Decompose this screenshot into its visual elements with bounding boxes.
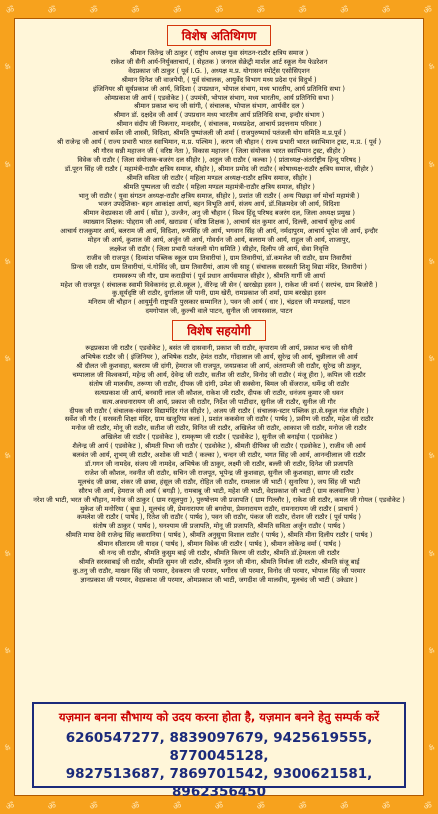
guest-line: श्रीमान दिनेश जी वाजपेयी, ( पूर्व संचालक, आयुर्वेद विभाग मध्य प्रदेश एवं विदुर्भ ) [121,75,317,84]
om-icon: ॐ [298,5,307,16]
om-icon: ॐ [426,160,435,168]
om-icon: ॐ [256,801,265,812]
bottom-border-pattern [0,796,438,814]
left-border-pattern [0,18,14,796]
om-icon: ॐ [340,801,349,812]
phone-numbers-line-1: 6260547277, 8839097679, 9425619555, 8770045128, [65,730,373,764]
supporter-line: श्रीमति माया देवी राजेन्द्र सिंह कसरानिया ( पार्षद ), श्रीमति अनुसुया विशाल राठौर ( पार्षद ), श्रीमति मीना दिलीप राठौर ( पार्षद ) [65,531,373,540]
contact-phones [34,729,404,801]
om-icon: ॐ [298,801,307,812]
guest-line: श्रीमान संदीप जी पिकनार, मन्दसौर, ( संचालक, मध्यप्रदेश, आचार्य प्रदत्तनाम परिवार ) [116,120,322,129]
guest-line: श्रीमति पुष्पलता जी राठौर ( महिला मण्डल महामंत्री-राठौर क्षत्रिय समाज, सीहोर ) [123,182,315,191]
supporter-line: सत्य.अवधनारायण जी आर्य, प्रकाश जी राठौर, निर्देश जी पाटीदार, सुनील जी राठौर, सुनील जी गौर [102,397,336,406]
supporter-line: नरेश जी भाटी, भरत जी चौहान, मनोज जी ठाकुर ( ग्राम रसूलपुरा ), पुरुषोत्तम जी प्रजापति ( ग्राम गिल्लौर ), राकेश जी राठौर, कमल जी गोयल ( एडवोकेट ) [33,495,405,504]
guest-line: श्री राजेन्द्र जी आर्य ( राज्य प्रभारी भारत स्वाभिमान, म.प्र. पश्चिम ), करण जी चौहान ( राज्य प्रभारी भारत स्वाभिमान ट्रस्ट, म.प्र. ( पूर्व ) [56,138,382,147]
supporter-line: ज्ञानप्रकाश जी परमार, वेदप्रकाश जी परमार, ओमप्रकाश जी भाटी, जगदीश जी मालवीय, मूलचंद जी भाटी ( उकेडार ) [80,575,358,584]
om-icon: ॐ [173,801,182,812]
guest-line: भजन उपदेशिका- बहन आकांक्षा आर्या, बहन विभूति आर्य, संजय आर्य, डॉ.विक्रमदेव जी आर्य, विदिशा [98,200,340,209]
guest-line: कु.सूर्यदृष्टि जी राठौर, दुर्गालाल जी पानी, ग्राम खेरी, रामप्रकाश जी शर्मा, ग्राम बरखेड़ा हसन [112,289,326,298]
guest-line: ओमप्रकाश जी आर्य ( एडवोकेट ) ( उपमंत्री, भोपाल संभाग, मध्य भारतीय, आर्य प्रतिनिधि सभा ) [104,93,334,102]
supporter-line: सर्वेश जी गौर ( सरस्वती शिक्षा मंदिर, ग्राम खजूरिया कलां ), प्रशांत ककसेना जी राठौर ( पार्षद ), प्रवीण जी राठौर, महेश जी राठौर [64,415,374,424]
supporter-line: कु.तनु जी राठौर, माखन सिंह जी परमार, देवकरण जी परमार, भगीरथ जी परमार, विनोद जी परमार, भोपाल सिंह जी परमार [72,566,366,575]
supporter-line: श्रीमति सरस्वाबाई जी राठौर, श्रीमति सुमन जी राठौर, श्रीमति नूतन जी मीना, श्रीमति निर्मला जी राठौर, श्रीमति संजू बाई [78,557,360,566]
guest-line: प्रिन्स जी राठौर, ग्राम तिवारीयां, पं.गोविंद जी, ग्राम तिवारीयां, आत्म जी साहू ( संचालक सरस्वती शिशु विद्या मंदिर, तिवारीयां ) [71,262,367,271]
om-icon: ॐ [131,801,140,812]
guest-line: राकेश जी सैनी आर्य-निर्युक्ताचार्य, ( सेहतक ) जनरल सेक्रेट्री मार्शल आर्ट स्कूल गेम फेडरेशन [110,57,328,66]
special-supporters-heading-wrap [21,320,417,341]
om-icon: ॐ [426,257,435,265]
supporter-line: सत्यप्रकाश जी आर्य, बनवारी लाल जी कौशल, राकेश जी राठौर, दीपक जी राठौर, धनंजय कुमार जी धवन [94,388,344,397]
guest-line: आचार्य राजकुमार आर्य, बलराम जी आर्य, विदिशा, रूपसिंह जी आर्य, भगवान सिंह जी आर्य, नर्मदापुरम, आचार्य भूपेश जी आर्य, इन्दौर [60,227,378,236]
guest-line: श्रीमान जितेन्द्र जी ठाकुर ( राष्ट्रीय अध्यक्ष युवा संगठन-राठौर क्षत्रिय समाज ) [129,49,309,57]
om-icon: ॐ [173,5,182,16]
supporter-line: श्रीमान सीताराम जी यादव ( पार्षद ), श्रीमान विवेक जी राठौर ( पार्षद ), श्रीमान लोकेन्द्र वर्मा ( पार्षद ) [97,540,341,549]
guest-line: इंजिनियर श्री सूर्यप्रकाश जी आर्य, विदिशा ( उपप्रधान, भोपाल संभाग, मध्य भारतीय, आर्य प्रतिनिधि सभा ) [93,84,345,93]
om-icon: ॐ [2,452,11,459]
supporter-line: अभिषेक राठौर जी ( इंजिनियर ), अभिषेक राठौर, हेमंत राठौर, गोंदालाल जी आर्य, सुरेन्द्र जी आर्य, चुन्नीलाल जी आर्य [80,353,358,362]
om-icon: ॐ [426,549,435,557]
guest-line: आचार्य सर्वेश जी शास्त्री, विदिशा, श्रीमति पुष्पांजली जी शर्मा ( राजपुरुष्यार्थ पतंजली योग समिति म.प्र.पूर्व ) [92,129,346,138]
om-icon: ॐ [2,355,11,362]
guest-line: विवेक जी राठौर ( जिला संयोजक-बजरंग दल सीहोर ), अतुल जी राठौर ( कल्का ) ( प्रांताध्यक्ष-अंतर्राष्ट्रीय हिन्दू परिषद ) [77,155,361,164]
om-icon: ॐ [89,801,98,812]
om-icon: ॐ [2,63,11,70]
supporter-line: मुकेश जी मनोरिया ( बुधा ), मूलचंद जी, प्रेमनारायण जी बगरोया, प्रेमनारायण राठौर, रामनारायण जी राठौर ( प्राचार्य ) [80,504,358,513]
om-icon: ॐ [214,5,224,16]
guest-line: लक्ष्केश जी राठौर ( जिला प्रभारी पतंजली योग समिति ) सीहोर, दिलीप जी आर्य, सेवा निवृत्ति [109,244,329,253]
guest-line: मोहन जी आर्य, कुशाल जी आर्य, अर्जुन जी आर्य, गोवर्धन जी आर्य, बलराम जी आर्य, राहुल जी आर्य, शाजापुर, [87,236,351,245]
guest-line: श्रीमान वेदप्रकाश जी आर्य ( सोंडा ), उज्जैन, अनु जी चौहान ( विश्व हिंदू परिषद बजरंग दल, जिला अध्यक्ष प्रमुख ) [83,209,355,218]
top-border-pattern [0,0,438,18]
om-icon: ॐ [2,160,11,168]
supporter-line: रूद्रप्रकाश जी राठौर ( एडवोकेट ), बसंत जी दासवानी, प्रकाश जी राठौर, कृपाराम जी आर्य, प्रकाश चन्द जी सोनी [85,344,353,353]
om-icon: ॐ [2,257,11,265]
supporter-line: राजेश जी कौशल, नवनीत जी राठौर, सचिन जी राजपूत, भूपेन्द्र जी कुशवाहा, सुनील जी कुशवाहा, सागर जी राठौर [84,468,354,477]
special-supporters-heading: विशेष सहयोगी [172,320,265,341]
om-icon: ॐ [2,646,11,654]
supporter-line: दीपक जी राठौर ( संचालक-संस्कार विद्यामंदिर गंज सीहोर ), अजय जी राठौर ( संचालक-स्टार पब्लिक हा.से.स्कूल गंज सीहोर ) [69,406,369,415]
om-icon: ॐ [426,646,435,654]
guest-line: वेदप्रकाश जी ठाकुर ( पूर्व I.G. ), अध्यक्ष म.प्र. योगासन स्पोर्ट्स एसोसिएशन [128,66,310,75]
special-guests-heading: विशेष अतिथिगण [167,25,271,46]
om-icon: ॐ [423,801,432,812]
supporter-line: चम्पालाल जी विश्वकर्मा, महेन्द्र जी आर्य, देवेन्द्र जी राठौर, सतीश जी राठौर, विनोद जी राठौर ( मंजू हीरा ), कपिल जी राठौर [72,370,366,379]
supporter-line: श्री नन्द जी राठौर, श्रीमति कुसुम बाई जी राठौर, श्रीमति किरण जी राठौर, श्रीमति डॉ.हेमलता जी राठौर [98,549,340,558]
om-icon: ॐ [381,5,391,16]
guest-line: श्रीमति सविता जी राठौर ( महिला मण्डल अध्यक्ष-राठौर क्षत्रिय समाज, सीहोर ) [126,173,312,182]
om-icon: ॐ [381,801,391,812]
supporter-line: शैलेन्द्र जी आर्य ( एडवोकेट ), श्रीमती विभा जी राठौर ( एडवोकेट ), श्रीमती दीपिका जी राठौर ( एडवोकेट ), राजीव जी आर्य [72,442,366,451]
guest-line: श्री गौरव सन्नी महाजन जी ( वरिष्ठ नेता ), विकास महाजन ( जिला संयोजक भारत स्वाभिमान ट्रस्ट, सीहोर ) [92,146,346,155]
supporter-line: कमलेश जी राठौर ( पार्षद ), रितेश जी राठौर ( पार्षद ), पवन जी राठौर, पंकज जी राठौर, रोशन जी राठौर ( पूर्व पार्षद ) [77,513,361,522]
om-icon: ॐ [6,801,15,812]
om-icon: ॐ [426,63,435,70]
guest-line: श्रीमान प्रकाश चन्द जी सांगी, ( संचालक, भोपाल संभाग, आर्यवीर दल ) [133,102,305,111]
om-icon: ॐ [6,5,15,16]
guest-line: राजीव जी राजपूत ( दिव्यांश पब्लिक स्कूल ग्राम तिवारीयां ), ग्राम तिवारीयां, डॉ.कमलेश जी राठौर, ग्राम तिवारीयां [86,253,352,262]
om-icon: ॐ [426,744,435,751]
om-icon: ॐ [423,5,432,16]
guest-line: श्रीमान डॉ. दक्षदेव जी आर्य ( उपप्रधान मध्य भारतीय आर्य प्रतिनिधि सभा, इन्दौर संभाग ) [113,111,325,120]
om-icon: ॐ [131,5,140,16]
om-icon: ॐ [2,744,11,751]
contact-box [32,702,406,800]
guest-line: व्याख्यान शिक्षक: पोद्दराम जी आर्य, खराडवा ( वरिष्ठ शिक्षक ), आचार्य संत कुमार आर्य, दिल्ली, आचार्य सुरेन्द्र आर्य [83,218,355,227]
guest-line: दमगोपाल जी, कुल्ची वाले पाटन, सुनील जी जायसवाल, पाटन [145,307,293,316]
supporter-line: बलवंत जी आर्य, शुभम् जी राठौर, अशोक जी भाटी ( कल्का ), चन्दन जी राठौर, भगत सिंह जी आर्य, आनन्दीलाल जी राठौर [72,451,366,460]
guest-line: महेश जी राजपूत ( संचालक स्वामी विवेकानंद हा.से.स्कूल ), वीरेन्द्र जी सेन ( खरखेड़ा हसन ), राकेश जी वर्मा ( सरपंच, ग्राम बिजोरी ) [60,280,378,289]
supporter-line: डॉ.गगन जी नामदेव, संजय जी नामदेव, अभिषेक जी ठाकुर, लक्ष्मी जी राठौर, बल्ली जी राठौर, दिनेश जी प्रजापति [85,459,353,468]
supporter-line: सौरभ जी आर्य, हेमराज जी आर्य ( बगड़ी ), रामबाबू जी भाटी, महेश जी भाटी, वेदप्रकाश जी भाटी ( ग्राम कलवानिया ) [78,486,360,495]
om-icon: ॐ [426,355,435,362]
supporter-line: मनोज जी राठौर, मोनू जी राठौर, सतीश जी राठौर, विनित जी राठौर, अखिलेश जी राठौर, आकाश जी राठौर, मनोज जी राठौर [71,424,367,433]
guest-line: डॉ.पूरन सिंह जी राठौर ( महामंत्री-राठौर क्षत्रिय समाज, सीहोर ), श्रीमान प्रमोद जी राठौर ( कोषाध्यक्ष-राठौर क्षत्रिय समाज, सीहोर ) [64,164,374,173]
supporter-line: श्री दौलत जी कुशवाहा, बलराम जी दांगी, हेमराज जी राजपूत, जयप्रकाश जी आर्य, अंतराम्जी जी राठौर, सुरेन्द्र जी ठाकुर, [76,362,362,370]
om-icon: ॐ [2,549,11,557]
phone-numbers-line-2: 9827513687, 7869701542, 9300621581, 8962356450 [65,766,373,800]
om-icon: ॐ [340,5,349,16]
special-supporters-list [21,344,417,584]
right-border-pattern [424,18,438,796]
supporter-line: संतोष जी ठाकुर ( पार्षद ), घनश्याम जी प्रजापति, मोनू जी प्रजापति, श्रीमति सविता अर्जुन राठौर ( पार्षद ) [92,522,346,531]
om-icon: ॐ [214,801,224,812]
om-icon: ॐ [89,5,98,16]
guest-line: भानु जी राठौर ( युवा संगठन अध्यक्ष-राठौर क्षत्रिय समाज, सीहोर ), प्रशांत जी राठौर ( अन्य पिछड़ा वर्ग मोर्चा महामंत्री ) [78,191,360,200]
contact-title: यज़मान बनना सौभाग्य को उदय करना होता है, यज़मान बनने हेतु सम्पर्क करें [58,710,380,724]
om-icon: ॐ [47,801,56,812]
om-icon: ॐ [426,452,435,459]
om-icon: ॐ [256,5,265,16]
supporter-line: मूलचंद जी छाबा, शंकर जी छाबा, हंसूल जी राठौर, रोहित जी राठौर, रामलाल जी भाटी ( सुनारिया ), जय सिंह जी भाटी [77,477,361,486]
supporter-line: अखिलेश जी राठौर ( एडवोकेट ), रामकृष्ण जी राठौर ( एडवोकेट ), सुनील जी बनाईया ( एडवोकेट ) [100,433,338,442]
special-guests-heading-wrap [21,25,417,46]
om-icon: ॐ [47,5,56,16]
guest-line: रामस्वरूप जी गौर, ग्राम कराड़ीयां ( पूर्व प्रधान आर्यसमाज सीहोर ), श्रीमति गार्गी जी आर्या [112,271,326,280]
content-panel [14,18,424,796]
supporter-line: संतोष जी मालवीय, तरूणा जी राठौर, दीपक जी दांगी, उमेश जी सक्सेना, बिमल जी सेंजराज, धर्मेन्द्र जी राठौर [89,379,349,388]
special-guests-list [21,49,417,316]
guest-line: मनिराम जी चौहान ( आयुर्मुनी राष्ट्रपति पुरस्कार सम्मानित ), पवन जी आर्य ( धार ), चंद्रदत्त जी मण्डलाई, पाटन [88,298,350,307]
